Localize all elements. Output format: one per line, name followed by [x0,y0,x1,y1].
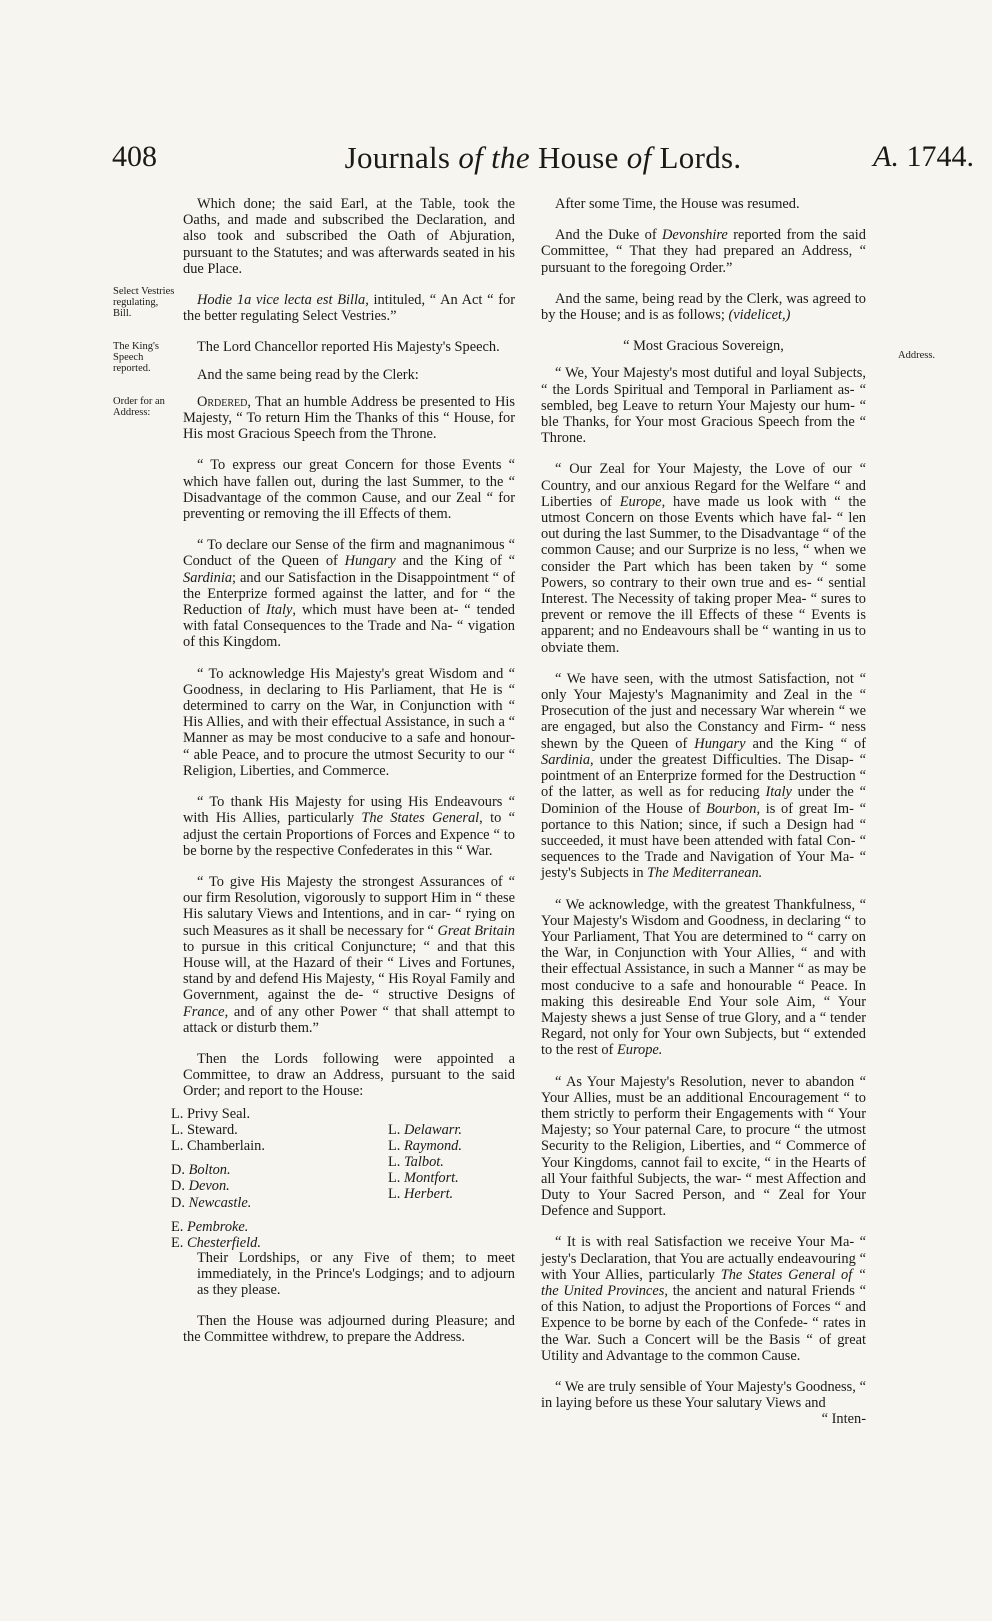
page-year: A. 1744. [873,140,974,173]
page-header [112,140,974,190]
lord-steward: L. Steward. [171,1121,238,1138]
lord-talbot: L. Talbot. [388,1153,444,1170]
lord-delawarr: L. Delawarr. [388,1121,462,1138]
paragraph-lordships-meet: Their Lordships, or any Five of them; to meet immediately, in the Prince's Lodgings; and to adjourn as they please. [197,1249,515,1298]
duke-devon: D. Devon. [171,1178,230,1195]
paragraph-acknowledge-wisdom: “ To acknowledge His Majesty's great Wisdom and “ Goodness, in declaring to His Parliament, that He is “ determined to carry on the War, in Conjunction with “ His Allies, and with their effectual Assistance, in such a “ Manner as may be most conducive to a safe and honour- “ able Peace, and to procure the utmost Security to our “ Religion, Liberties, and Commerce. [183,665,515,779]
paragraph-house-resumed: After some Time, the House was resumed. [555,196,800,212]
paragraph-agreed: And the same, being read by the Clerk, was agreed to by the House; and is as follows; (videlicet,) [541,290,866,324]
paragraph-order: Ordered, That an humble Address be presented to His Majesty, “ To return Him the Thanks of this “ House, for His most Gracious Speech from the Throne. [183,393,516,443]
address-zeal-europe: “ Our Zeal for Your Majesty, the Love of our “ Country, and our anxious Regard for the Welfare “ and Liberties of Europe, have made us look with “ the utmost Concern on those Events which have fal- “ len out during the last Summer, to the Disadvantage “ of the common Cause; and our Surprize is no less, “ when we consider the Part which has been taken by “ some Powers, so contrary to their own true and es- “ sential Interest. The Necessity of taking proper Mea- “ sures to prevent or remove the ill Effects of these “ Events is apparent; and no Endeavours shall be “ wanting in us to obviate them. [541,461,866,656]
committee-column-b [388,1122,462,1203]
paragraph-adjourned: Then the House was adjourned during Pleasure; and the Committee withdrew, to prepare the Address. [183,1313,515,1346]
address-dutiful-subjects: “ We, Your Majesty's most dutiful and loyal Subjects, “ the Lords Spiritual and Temporal in Parliament as- “ sembled, beg Leave to return Your Majesty our hum- “ ble Thanks, for Your most Gracious Speech from the “ Throne. [541,365,866,447]
paragraph-duke-reported: And the Duke of Devonshire reported from the said Committee, “ That they had prepared an Address, “ pursuant to the foregoing Order.” [541,227,866,276]
margin-note-address: Address. [898,350,936,361]
duke-newcastle: D. Newcastle. [171,1194,252,1211]
paragraph-vestries-bill: Hodie 1a vice lecta est Billa, intituled, “ An Act “ for the better regulating Select Vestries.” [183,292,515,325]
left-column [171,196,516,1361]
right-column [541,196,866,1428]
address-salutation: “ Most Gracious Sovereign, [623,338,784,355]
margin-note-select-vestries: Select Vestries regulating, Bill. [113,286,175,319]
lord-montfort: L. Montfort. [388,1170,459,1187]
address-thankfulness: “ We acknowledge, with the greatest Thankfulness, “ Your Majesty's Wisdom and Goodness, in declaring “ to Your Parliament, That You are determined to “ carry on the War, in Conjunction with Your Allies, “ and with their effectual Assistance, in such a Manner “ as may be most conducive to a safe and honourable “ Peace. In making this desireable End Your sole Aim, “ Your Majesty shews a just Sense of true Glory, and a “ tender Regard, not only for Your own Subjects, but “ extended to the rest of Europe. [541,896,866,1059]
paragraph-declare-sense: “ To declare our Sense of the firm and magnanimous “ Conduct of the Queen of Hungary and the King of “ Sardinia; and our Satisfaction in the Disappointment “ of the Enterprize formed against the latter, and for “ the Reduction of Italy, which must have been at- “ tended with fatal Consequences to the Trade and Na- “ vigation of this Kingdom. [183,537,515,651]
address-resolution: “ As Your Majesty's Resolution, never to abandon “ Your Allies, must be an additional Encouragement “ to them strictly to perform their Engagements with “ Your Majesty; so Your paternal Care, to procure “ the utmost Security to the Religion, Liberties, and “ Commerce of Your Kingdoms, cannot fail to excite, “ in the Hearts of all Your faithful Subjects, the war- “ mest Affection and Duty to Your Sacred Person, and “ Zeal for Your Defence and Support. [541,1073,866,1220]
catchword: “ Inten- [821,1411,866,1428]
earl-pembroke: E. Pembroke. [171,1218,249,1235]
paragraph-speech-reported: The Lord Chancellor reported His Majesty's Speech. [197,339,500,356]
lord-chamberlain: L. Chamberlain. [171,1137,265,1154]
address-states-general: “ It is with real Satisfaction we receive Your Ma- “ jesty's Declaration, that You are actually endeavouring “ with Your Allies, particularly The States General of “ the United Provinces, the ancient and natural Friends “ of this Nation, to adjust the Proportions of Forces “ and Expence to be borne by each of the Confede- “ rates in the War. Such a Concert will be the Basis “ of great Utility and Advantage to the common Cause. [541,1234,866,1364]
page-number: 408 [112,140,157,173]
paragraph-committee: Then the Lords following were appointed a Committee, to draw an Address, pursuant to the said Order; and report to the House: [183,1050,515,1100]
paragraph-oaths: Which done; the said Earl, at the Table, took the Oaths, and made and subscribed the Declaration, and also took and subscribed the Oath of Abjuration, pursuant to the Statutes; and was afterwards seated in his due Place. [183,196,515,277]
committee-column-a [171,1106,265,1252]
lord-raymond: L. Raymond. [388,1137,462,1154]
running-title: Journals of the House of Lords. [344,140,742,175]
address-magnanimity: “ We have seen, with the utmost Satisfaction, not “ only Your Majesty's Magnanimity and Zeal in the “ Prosecution of the just and necessary War wherein “ we are engaged, but also the Constancy and Firm- “ ness shewn by the Queen of Hungary and the King “ of Sardinia, under the greatest Difficulties. The Disap- “ pointment of an Enterprize formed for the Destruction “ of the latter, as well as for reducing Italy under the “ Dominion of the House of Bourbon, is of great Im- “ portance to this Nation; since, if such a Design had “ succeeded, it must have been attended with fatal Con- “ sequences to the Trade and Navigation of Your Ma- “ jesty's Subjects in The Mediterranean. [541,670,866,882]
margin-note-kings-speech: The King's Speech reported. [113,341,159,374]
paragraph-read-by-clerk: And the same being read by the Clerk: [197,366,419,383]
duke-bolton: D. Bolton. [171,1162,231,1179]
committee-lords-list [171,1105,515,1251]
paragraph-express-concern: “ To express our great Concern for those Events “ which have fallen out, during the last Summer, to the “ Disadvantage of the common Cause, and our Zeal “ for preventing or removing the ill Effects of them. [183,457,515,523]
address-goodness: “ We are truly sensible of Your Majesty's Goodness, “ in laying before us these Your salutary Views and [541,1379,866,1412]
lord-privy-seal: L. Privy Seal. [171,1105,251,1122]
margin-note-order-address: Order for an Address: [113,396,165,418]
earl-chesterfield: E. Chesterfield. [171,1234,261,1251]
paragraph-thank-majesty: “ To thank His Majesty for using His Endeavours “ with His Allies, particularly The States General, to “ adjust the certain Proportions of Forces and Expence “ to be borne by the respective Confederates in this “ War. [183,794,516,859]
lord-herbert: L. Herbert. [388,1186,454,1203]
paragraph-assurances: “ To give His Majesty the strongest Assurances of “ our firm Resolution, vigorously to support Him in “ these His salutary Views and Intentions, and in car- “ rying on such Measures as it shall be necessary for “ Great Britain to pursue in this critical Conjuncture; “ and that this House will, at the Hazard of their “ Lives and Fortunes, stand by and defend His Majesty, “ His Royal Family and Government, against the de- “ structive Designs of France, and of any other Power “ that shall attempt to attack or disturb them.” [183,873,515,1036]
